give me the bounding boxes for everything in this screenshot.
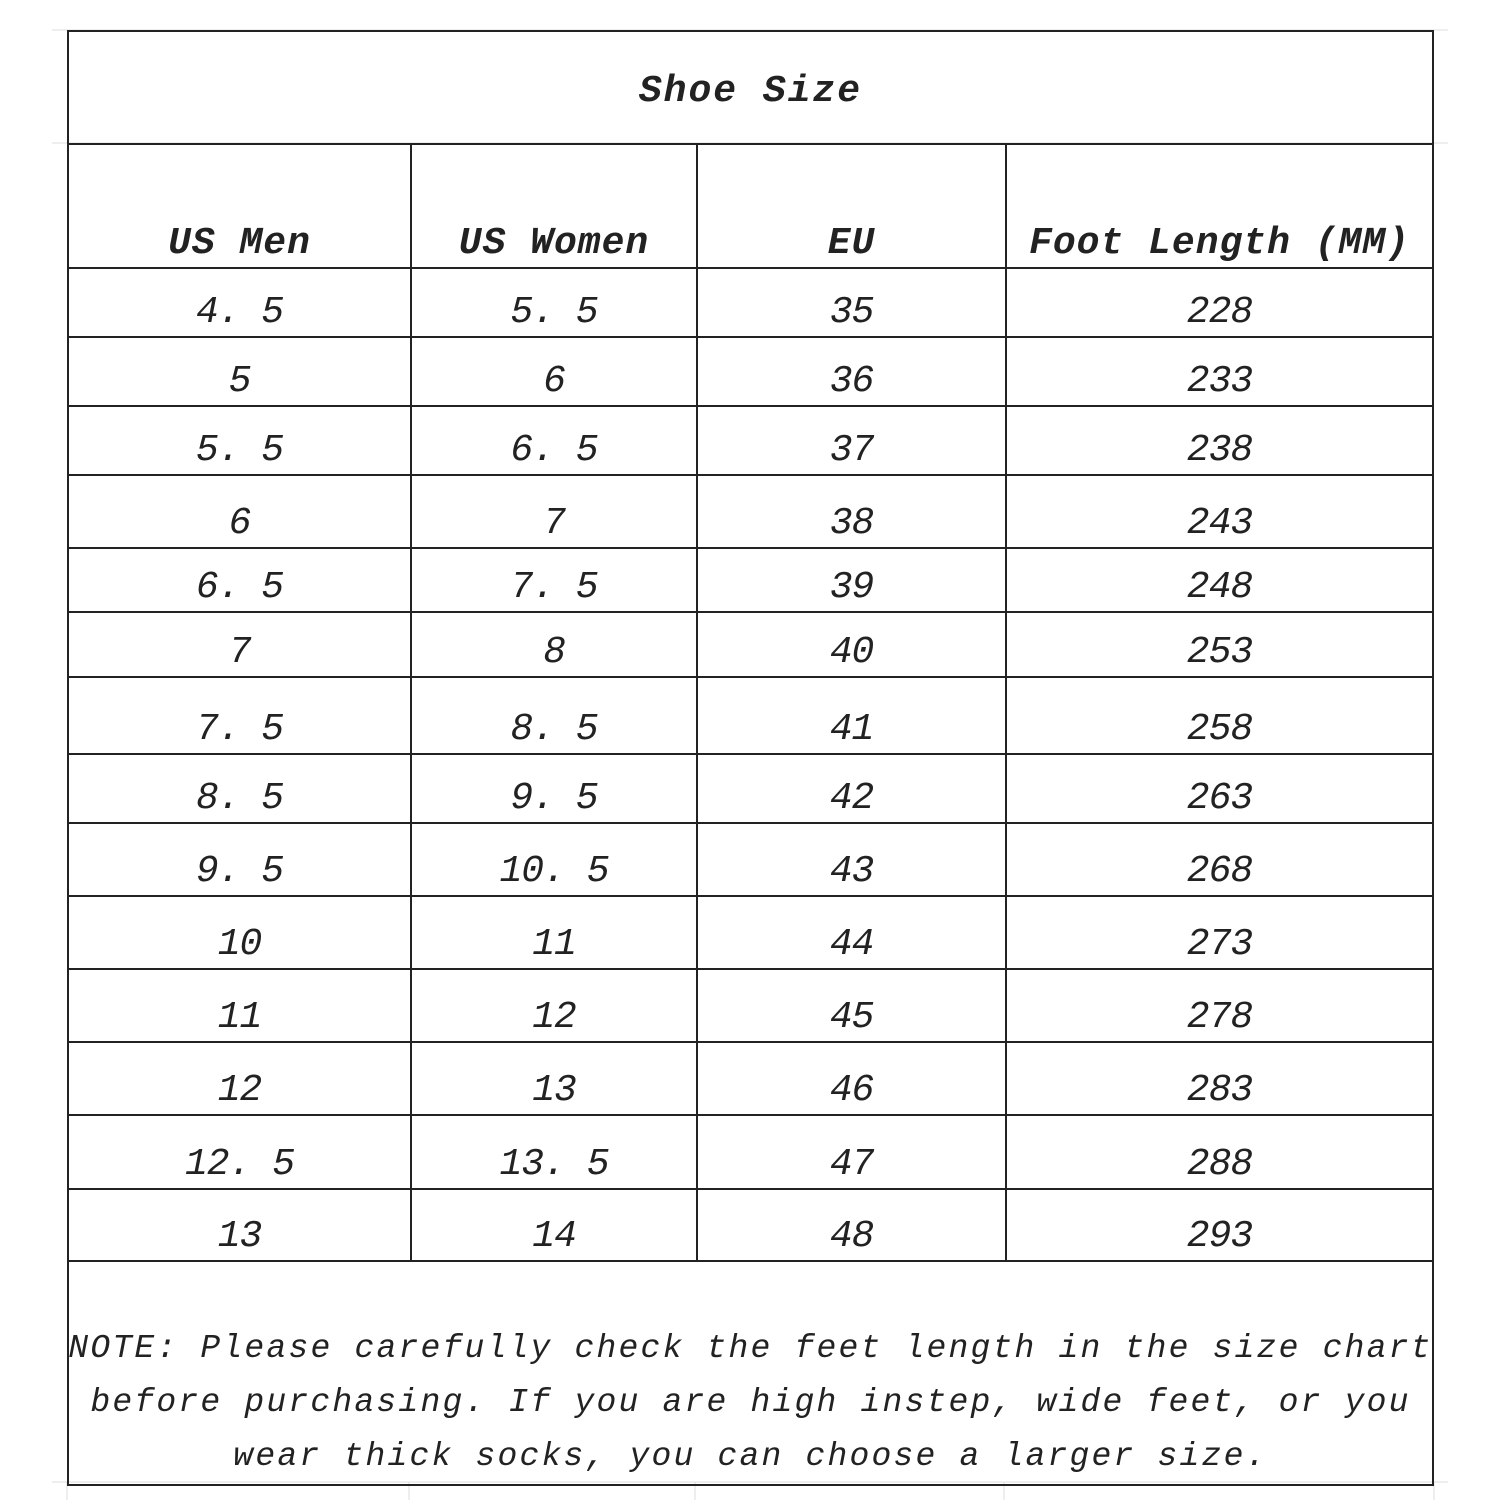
- cell-eu: 35: [697, 268, 1006, 337]
- cell-us-men: 7. 5: [69, 677, 411, 754]
- cell-eu: 40: [697, 612, 1006, 677]
- cell-eu: 42: [697, 754, 1006, 823]
- cell-eu: 41: [697, 677, 1006, 754]
- cell-foot-length: 293: [1006, 1189, 1432, 1261]
- table-row: [69, 823, 1432, 896]
- cell-eu: 43: [697, 823, 1006, 896]
- cell-us-men: 13: [69, 1189, 411, 1261]
- cell-foot-length: 258: [1006, 677, 1432, 754]
- cell-us-women: 5. 5: [411, 268, 697, 337]
- cell-foot-length: 243: [1006, 475, 1432, 548]
- cell-foot-length: 288: [1006, 1115, 1432, 1189]
- cell-eu: 38: [697, 475, 1006, 548]
- cell-eu: 47: [697, 1115, 1006, 1189]
- note-line: wear thick socks, you can choose a larger size.: [233, 1438, 1268, 1475]
- chart-title: Shoe Size: [69, 32, 1432, 145]
- cell-foot-length: 228: [1006, 268, 1432, 337]
- cell-us-men: 11: [69, 969, 411, 1042]
- cell-us-men: 4. 5: [69, 268, 411, 337]
- cell-us-women: 8. 5: [411, 677, 697, 754]
- cell-foot-length: 268: [1006, 823, 1432, 896]
- cell-eu: 48: [697, 1189, 1006, 1261]
- cell-us-men: 12. 5: [69, 1115, 411, 1189]
- cell-us-women: 8: [411, 612, 697, 677]
- cell-us-women: 6: [411, 337, 697, 406]
- cell-foot-length: 253: [1006, 612, 1432, 677]
- cell-us-men: 9. 5: [69, 823, 411, 896]
- table-row: [69, 548, 1432, 612]
- table-row: [69, 475, 1432, 548]
- cell-foot-length: 283: [1006, 1042, 1432, 1115]
- cell-foot-length: 278: [1006, 969, 1432, 1042]
- cell-eu: 37: [697, 406, 1006, 475]
- cell-foot-length: 238: [1006, 406, 1432, 475]
- cell-us-women: 12: [411, 969, 697, 1042]
- cell-eu: 46: [697, 1042, 1006, 1115]
- cell-us-men: 12: [69, 1042, 411, 1115]
- table-row: [69, 612, 1432, 677]
- table-row: [69, 1115, 1432, 1189]
- header-us-men: US Men: [69, 145, 411, 268]
- cell-us-men: 6: [69, 475, 411, 548]
- cell-foot-length: 248: [1006, 548, 1432, 612]
- cell-us-men: 10: [69, 896, 411, 969]
- note-line: before purchasing. If you are high instep, wide feet, or you: [90, 1384, 1411, 1421]
- cell-us-women: 13. 5: [411, 1115, 697, 1189]
- cell-eu: 45: [697, 969, 1006, 1042]
- cell-us-women: 10. 5: [411, 823, 697, 896]
- table-row: [69, 337, 1432, 406]
- header-foot-length: Foot Length (MM): [1006, 145, 1432, 268]
- cell-us-women: 7. 5: [411, 548, 697, 612]
- size-chart: [67, 30, 1434, 1486]
- cell-foot-length: 273: [1006, 896, 1432, 969]
- note: [69, 1262, 1432, 1484]
- table-row: [69, 1189, 1432, 1261]
- cell-foot-length: 263: [1006, 754, 1432, 823]
- table-row: [69, 1042, 1432, 1115]
- table-row: [69, 896, 1432, 969]
- cell-eu: 36: [697, 337, 1006, 406]
- header-row: [69, 145, 1432, 268]
- table-row: [69, 268, 1432, 337]
- cell-us-women: 6. 5: [411, 406, 697, 475]
- header-eu: EU: [697, 145, 1006, 268]
- table-row: [69, 969, 1432, 1042]
- cell-eu: 44: [697, 896, 1006, 969]
- cell-us-men: 8. 5: [69, 754, 411, 823]
- cell-us-women: 11: [411, 896, 697, 969]
- note-line: NOTE: Please carefully check the feet length in the size chart: [68, 1330, 1433, 1367]
- cell-us-men: 6. 5: [69, 548, 411, 612]
- cell-foot-length: 233: [1006, 337, 1432, 406]
- cell-us-women: 13: [411, 1042, 697, 1115]
- table-row: [69, 406, 1432, 475]
- header-us-women: US Women: [411, 145, 697, 268]
- cell-us-women: 14: [411, 1189, 697, 1261]
- cell-eu: 39: [697, 548, 1006, 612]
- table-row: [69, 754, 1432, 823]
- cell-us-men: 5. 5: [69, 406, 411, 475]
- cell-us-men: 7: [69, 612, 411, 677]
- cell-us-men: 5: [69, 337, 411, 406]
- table-row: [69, 677, 1432, 754]
- size-table: [69, 145, 1432, 1262]
- cell-us-women: 9. 5: [411, 754, 697, 823]
- cell-us-women: 7: [411, 475, 697, 548]
